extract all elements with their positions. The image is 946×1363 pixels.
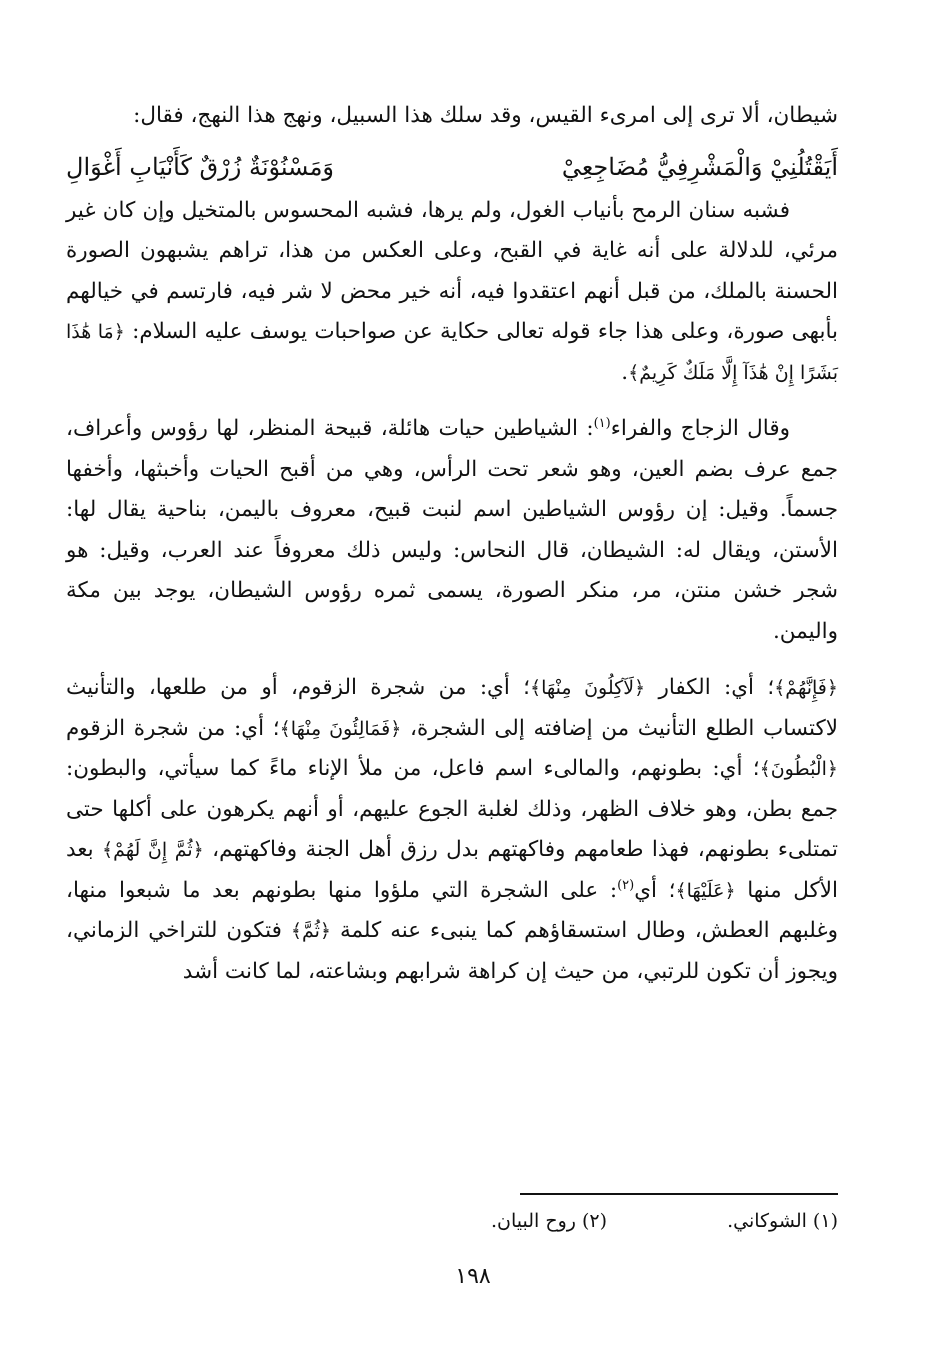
quran-quote: ﴿الْبُطُونَ﴾: [759, 758, 838, 780]
paragraph-2-end: .: [621, 359, 629, 385]
paragraph-4-text: ؛ أي: [634, 877, 676, 903]
paragraph-4-text: بعد الأكل منها: [66, 837, 838, 903]
paragraph-2-text: فشبه سنان الرمح بأنياب الغول، ولم يرها، فشبه المحسوس بالمتخيل وإن كان غير مرئي، للدلالة على أنه غاية في القبح، وعلى العكس من هذا، تراهم يشبهون الصورة الحسنة بالملك، من قبل أنهم اعتقدوا فيه، أنه خير محض لا شر فيه، فارتسم في خيالهم بأبهى صورة، وعلى هذا جاء قوله تعالى حكاية عن صواحبات يوسف عليه السلام:: [66, 197, 838, 344]
main-text: [66, 96, 838, 992]
paragraph-gap: [66, 652, 838, 668]
quran-quote: ﴿فَإِنَّهُمْ﴾: [774, 677, 838, 699]
quran-quote: ﴿فَمَالِئُونَ مِنْهَا﴾: [279, 717, 402, 740]
paragraph-gap: [66, 393, 838, 409]
paragraph-3-text-a: وقال الزجاج والفراء: [610, 416, 791, 441]
footnotes: [270, 1206, 838, 1236]
quran-quote: ﴿ثُمَّ﴾: [290, 920, 332, 942]
footnote-ref-2: (٢): [617, 877, 635, 893]
quran-quote: ﴿لَآكِلُونَ مِنْهَا﴾: [530, 677, 646, 699]
paragraph-4-text: : على الشجرة التي ملؤوا منها بطونهم بعد ما شبعوا منها، وغلبهم العطش، وطال استسقاؤهم كما ينبىء عنه كلمة: [66, 877, 838, 943]
quran-quote: ﴿ثُمَّ إِنَّ لَهُمْ﴾: [102, 839, 204, 861]
quran-quote: ﴿عَلَيْهَا﴾: [675, 879, 736, 902]
paragraph-3-text-b: : الشياطين حيات هائلة، قبيحة المنظر، لها رؤوس وأعراف، جمع عرف بضم العين، وهو شعر تحت الرأس، وهي من أقبح الحيات وأخبثها، وأخفها جسماً. وقيل: إن رؤوس الشياطين اسم لنبت قبيح، معروف باليمن، بناحية يقال لها: الأستن، ويقال له: الشيطان، قال النحاس: وليس ذلك معروفاً عند العرب، وقيل: هو شجر خشن منتن، مر، منكر الصورة، يسمى ثمره رؤوس الشيطان، يوجد بين مكة واليمن.: [66, 416, 838, 644]
footnote-2: (٢) روح البيان.: [490, 1210, 608, 1232]
paragraph-1-text: شيطان، ألا ترى إلى امرىء القيس، وقد سلك هذا السبيل، ونهج هذا النهج، فقال:: [133, 103, 838, 128]
footnote-1: (١) الشوكاني.: [727, 1210, 838, 1232]
verse-second-hemistich: وَمَسْنُوْنَةٌ زُرْقٌ كَأَنْيَابِ أَغْوَالِ: [66, 152, 335, 181]
page-number: ١٩٨: [455, 1264, 491, 1289]
paragraph-4-text: ؛ أي: من شجرة الزقوم: [66, 715, 280, 741]
paragraph-4-text: ؛ أي: بطونهم، والمالىء اسم فاعل، من ملأ الإناء ماءً كما سيأتي، والبطون: جمع بطن، وهو خلاف الظهر، وذلك لغلبة الجوع عليهم، أو أنهم يكرهون على أكلها حتى تمتلىء بطونهم، فهذا طعامهم وفاكهتهم بدل رزق أهل الجنة وفاكهتهم،: [66, 756, 838, 862]
paragraph-3: [66, 409, 838, 652]
quran-quote: ﴿مَا هَٰذَا بَشَرًا إِنْ هَٰذَآ إِلَّا مَلَكٌ كَرِيمٌ﴾: [66, 321, 838, 384]
poetry-verse: [66, 145, 838, 189]
paragraph-4-text: ؛ أي: من شجرة الزقوم، أو من طلعها، والتأنيث لاكتساب الطلع التأنيث من إضافته إلى الشجرة،: [66, 675, 838, 741]
footnote-ref-1: (١): [593, 415, 611, 431]
verse-first-hemistich: أَيَقْتُلُنِيْ وَالْمَشْرِفِيُّ مُضَاجِعِيْ: [561, 152, 838, 181]
paragraph-4-text: ؛ أي: الكفار: [645, 675, 775, 700]
paragraph-4: [66, 668, 838, 992]
paragraph-4-text: فتكون للتراخي الزماني، ويجوز أن تكون للرتبي، من حيث إن كراهة شرابهم وبشاعته، لما كانت أشد: [66, 918, 838, 984]
paragraph-1: [66, 96, 838, 137]
paragraph-2: [66, 191, 838, 394]
footnote-divider: [520, 1193, 838, 1195]
